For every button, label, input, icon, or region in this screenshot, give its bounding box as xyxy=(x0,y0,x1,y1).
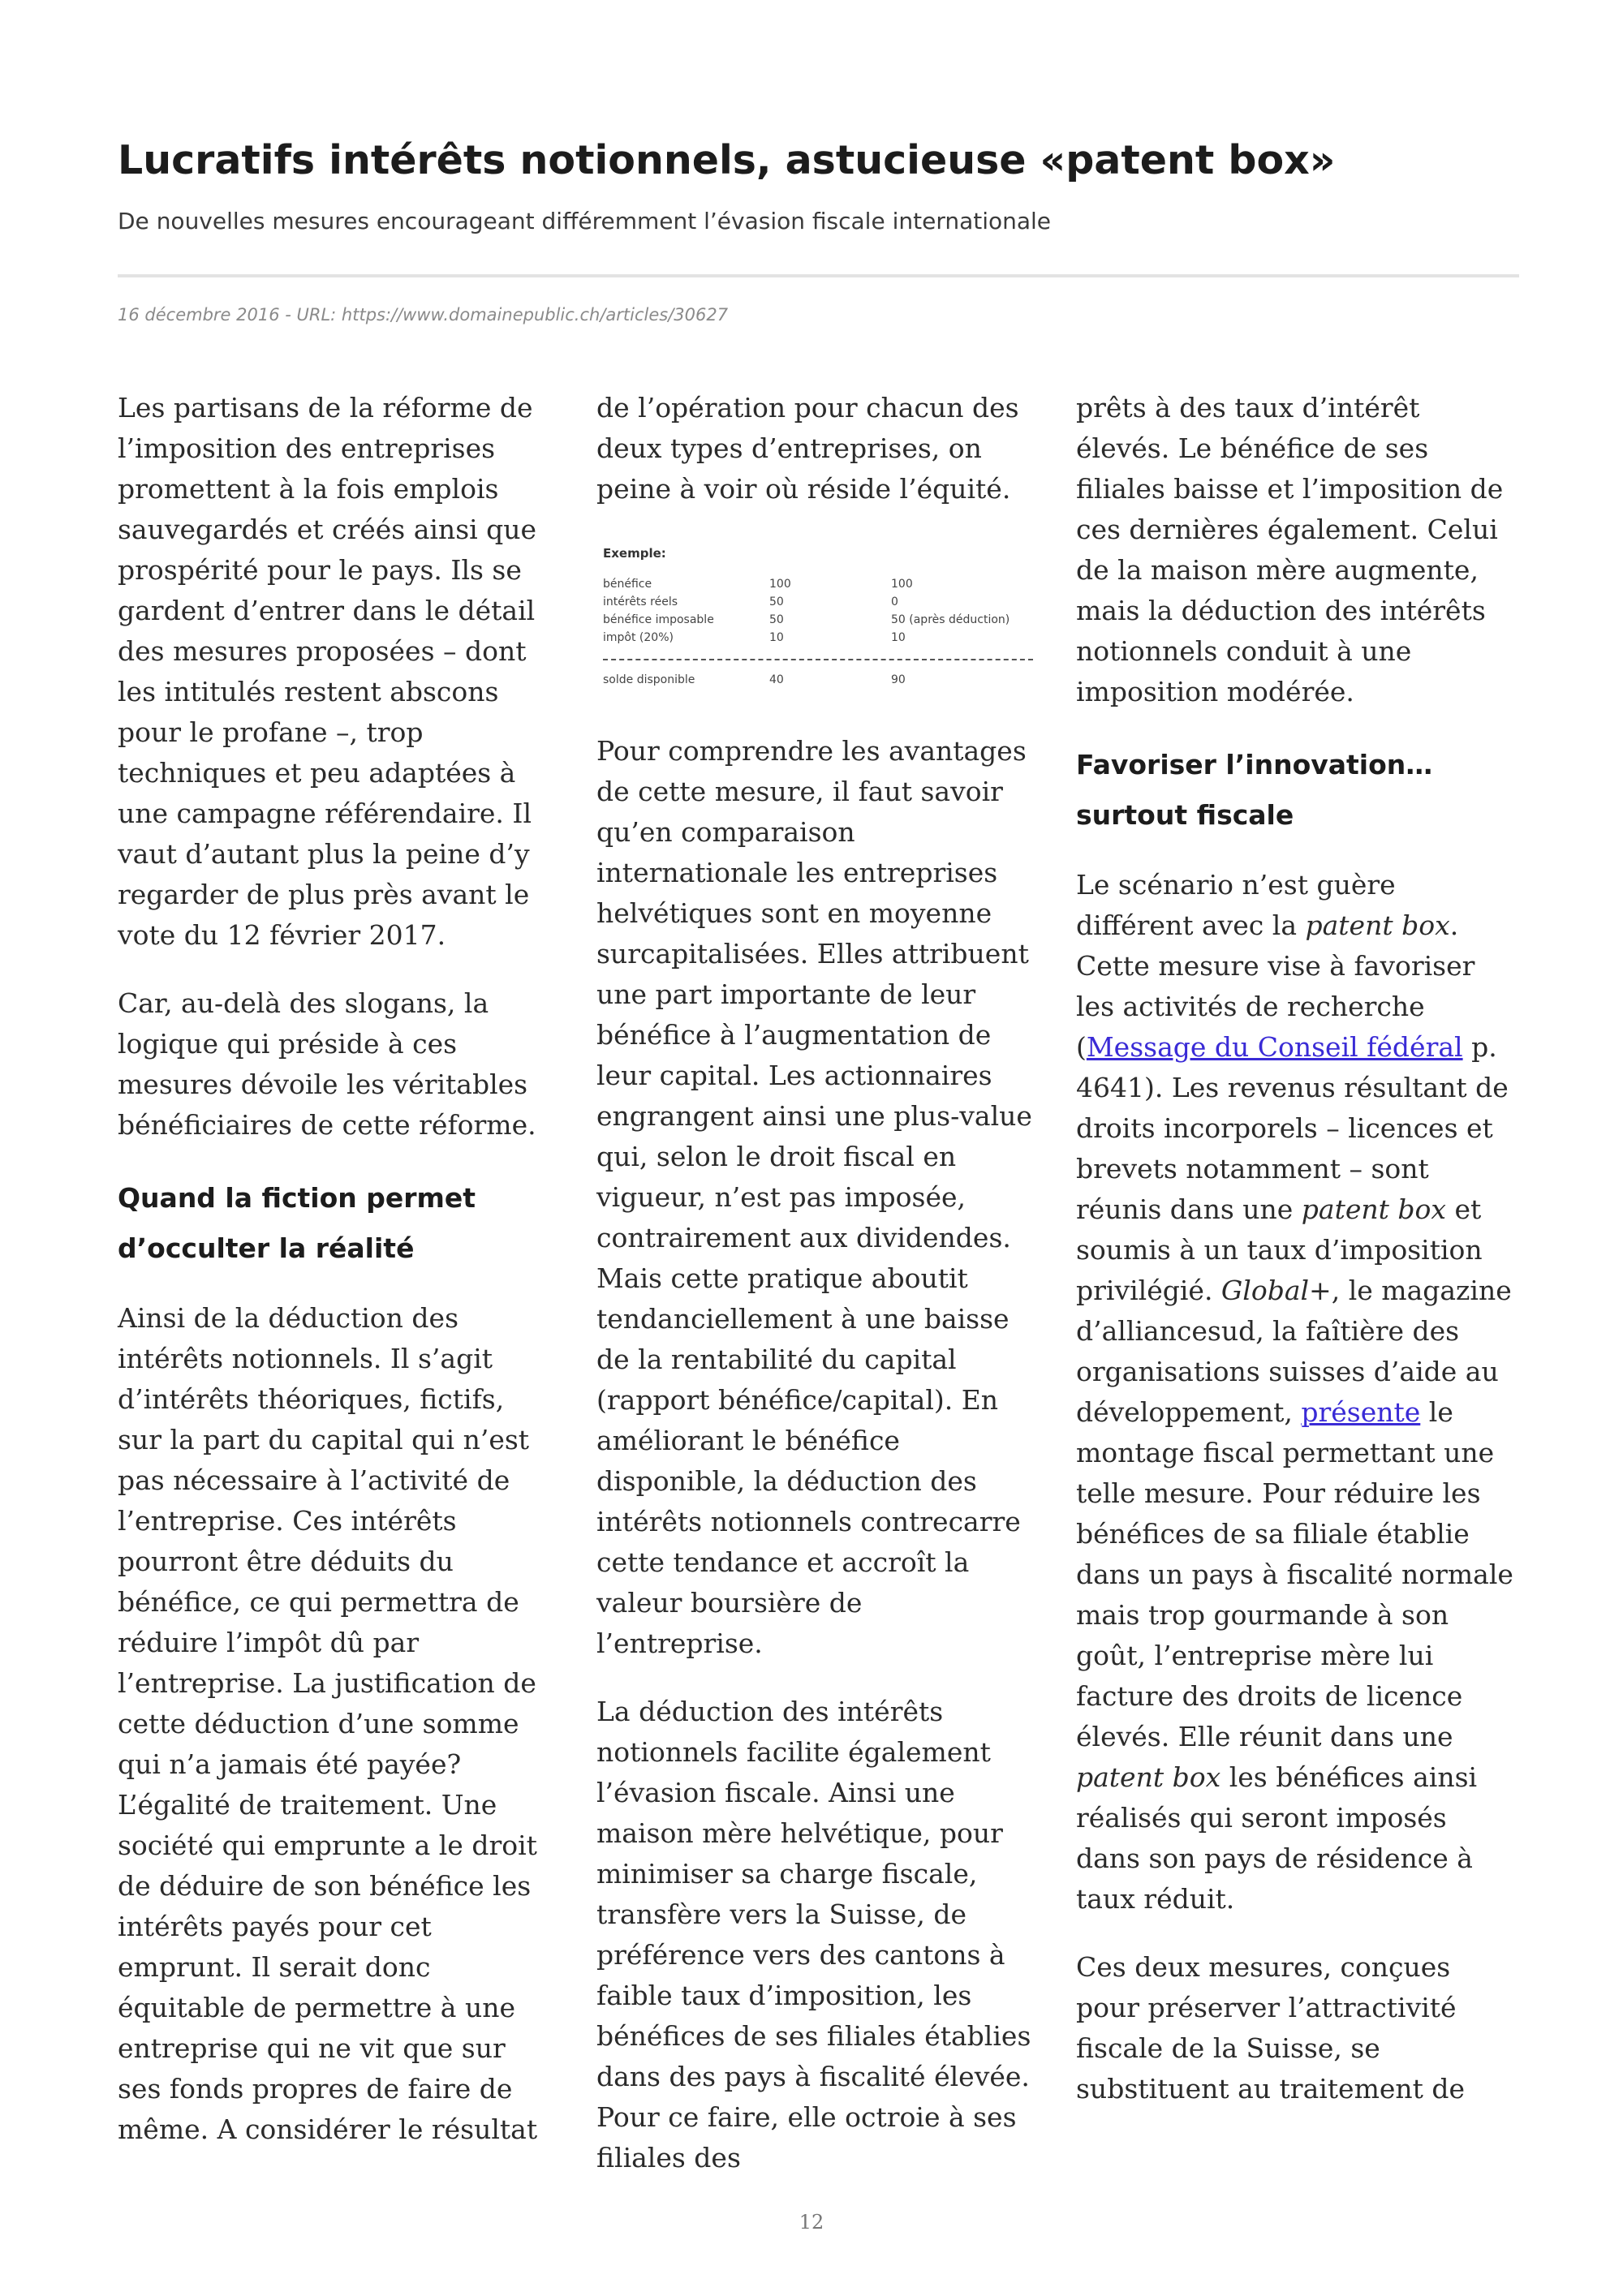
example-cell: 100 xyxy=(891,578,913,591)
example-total-divider xyxy=(603,659,1033,660)
column-1 xyxy=(118,388,556,2178)
paragraph: Pour comprendre les avantages de cette mesure, il faut savoir qu’en comparaison internationale les entreprises helvétiques sont en moyenne surcapitalisées. Elles attribuent une part importante de leur bénéfice à l’augmentation de leur capital. Les actionnaires engrangent ainsi une plus-value qui, selon le droit fiscal en vigueur, n’est pas imposée, contrairement aux dividendes. Mais cette pratique aboutit tendanciellement à une baisse de la rentabilité du capital (rapport bénéfice/capital). En améliorant le bénéfice disponible, la déduction des intérêts notionnels contrecarre cette tendance et accroît la valeur boursière de l’entreprise. xyxy=(596,735,1032,1659)
example-cell: 0 xyxy=(891,595,898,608)
example-title: Exemple: xyxy=(603,546,666,561)
text-run: p. 4641). Les revenus résultant de droits incorporels – licences et brevets notamment – sont réunis dans une xyxy=(1076,1031,1509,1225)
text-run: le montage fiscal permettant une telle mesure. Pour réduire les bénéfices de sa filiale établie dans un pays à fiscalité normale mais trop gourmande à son goût, l’entreprise mère lui facture des droits de licence élevés. Elle réunit dans une xyxy=(1076,1396,1513,1752)
emphasis: patent box xyxy=(1076,1761,1221,1793)
paragraph: de l’opération pour chacun des deux types d’entreprises, on peine à voir où réside l’équité. xyxy=(596,392,1019,505)
page-number: 12 xyxy=(799,2211,824,2234)
paragraph: prêts à des taux d’intérêt élevés. Le bénéfice de ses filiales baisse et l’imposition de ces dernières également. Celui de la maison mère augmente, mais la déduction des intérêts notionnels conduit à une imposition modérée. xyxy=(1076,392,1504,707)
article-meta: 16 décembre 2016 - URL: https://www.domainepublic.ch/articles/30627 xyxy=(118,305,729,325)
paragraph xyxy=(1076,865,1514,1920)
example-row xyxy=(603,630,1033,646)
example-table-figure xyxy=(596,537,1035,703)
example-cell: bénéfice imposable xyxy=(603,613,714,626)
link-message-conseil-federal[interactable]: Message du Conseil fédéral xyxy=(1086,1031,1463,1063)
example-cell: 50 xyxy=(769,595,784,608)
example-cell: 90 xyxy=(891,673,906,686)
text-run: . Cette mesure vise à favoriser les activités de recherche ( xyxy=(1076,909,1475,1063)
example-cell: impôt (20%) xyxy=(603,631,674,644)
section-heading: Quand la fiction permet d’occulter la réalité xyxy=(118,1182,476,1264)
header-divider xyxy=(118,274,1519,277)
column-3 xyxy=(1076,388,1514,2137)
column-2 xyxy=(596,388,1035,2206)
emphasis: patent box xyxy=(1305,909,1450,941)
example-cell: bénéfice xyxy=(603,578,652,591)
text-run: Le scénario n’est guère différent avec la xyxy=(1076,869,1396,941)
example-cell: 10 xyxy=(891,631,906,644)
example-cell: 10 xyxy=(769,631,784,644)
text-run: les bénéfices ainsi réalisés qui seront imposés dans son pays de résidence à taux réduit. xyxy=(1076,1761,1478,1915)
example-cell: 50 xyxy=(769,613,784,626)
article-subtitle: De nouvelles mesures encourageant différemment l’évasion fiscale internationale xyxy=(118,208,1052,234)
link-presente[interactable]: présente xyxy=(1301,1396,1421,1428)
article-title: Lucratifs intérêts notionnels, astucieuse «patent box» xyxy=(118,137,1336,183)
example-cell: 100 xyxy=(769,578,791,591)
paragraph: Ces deux mesures, conçues pour préserver l’attractivité fiscale de la Suisse, se substituent au traitement de xyxy=(1076,1951,1466,2105)
example-row xyxy=(603,576,1033,592)
text-run: et soumis à un taux d’imposition privilégié. xyxy=(1076,1193,1483,1306)
example-row xyxy=(603,594,1033,610)
text-run: , le magazine d’alliancesud, la faîtière des organisations suisses d’aide au développement, xyxy=(1076,1275,1512,1428)
example-cell: 40 xyxy=(769,673,784,686)
paragraph: Ainsi de la déduction des intérêts notionnels. Il s’agit d’intérêts théoriques, fictifs, sur la part du capital qui n’est pas nécessaire à l’activité de l’entreprise. Ces intérêts pourront être déduits du bénéfice, ce qui permettra de réduire l’impôt dû par l’entreprise. La justification de cette déduction d’une somme qui n’a jamais été payée? L’égalité de traitement. Une société qui emprunte a le droit de déduire de son bénéfice les intérêts payés pour cet emprunt. Il serait donc équitable de permettre à une entreprise qui ne vit que sur ses fonds propres de faire de même. A considérer le résultat xyxy=(118,1302,538,2145)
emphasis: patent box xyxy=(1301,1193,1446,1225)
paragraph: Les partisans de la réforme de l’imposition des entreprises promettent à la fois emplois sauvegardés et créés ainsi que prospérité pour le pays. Ils se gardent d’entrer dans le détail des mesures proposées – dont les intitulés restent abscons pour le profane –, trop techniques et peu adaptées à une campagne référendaire. Il vaut d’autant plus la peine d’y regarder de plus près avant le vote du 12 février 2017. xyxy=(118,392,537,951)
section-heading: Favoriser l’innovation… surtout fiscale xyxy=(1076,749,1433,831)
paragraph: La déduction des intérêts notionnels facilite également l’évasion fiscale. Ainsi une maison mère helvétique, pour minimiser sa charge fiscale, transfère vers la Suisse, de préférence vers des cantons à faible taux d’imposition, les bénéfices de ses filiales établies dans des pays à fiscalité élevée. Pour ce faire, elle octroie à ses filiales des xyxy=(596,1696,1031,2173)
example-cell: intérêts réels xyxy=(603,595,678,608)
example-total-row xyxy=(603,672,1033,688)
example-row xyxy=(603,612,1033,628)
example-cell: solde disponible xyxy=(603,673,695,686)
example-cell: 50 (après déduction) xyxy=(891,613,1010,626)
paragraph: Car, au-delà des slogans, la logique qui préside à ces mesures dévoile les véritables bénéficiaires de cette réforme. xyxy=(118,987,536,1141)
emphasis: Global+ xyxy=(1220,1275,1332,1306)
